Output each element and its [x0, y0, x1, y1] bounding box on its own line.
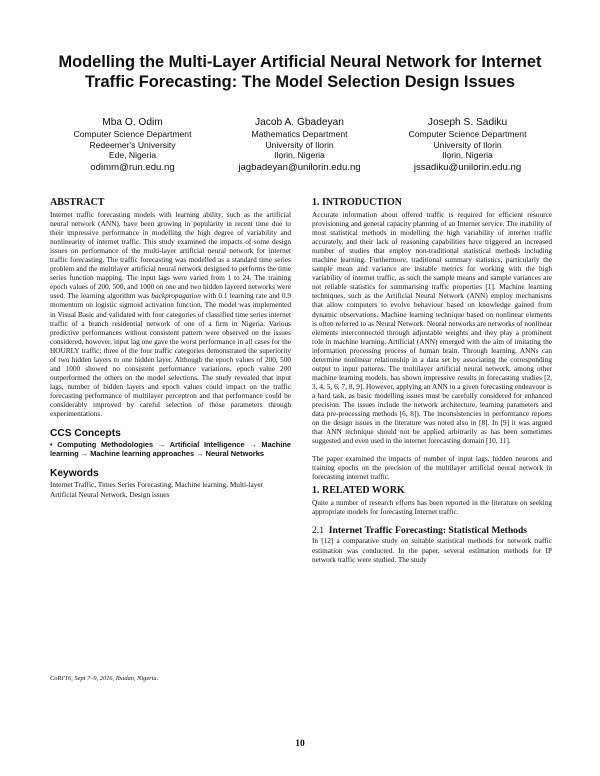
author-2 — [212, 116, 387, 174]
author-location: Ilorin, Nigeria — [442, 150, 493, 160]
keywords-text: Internet Traffic, Times Series Forecasting, Machine learning, Multi-layer Artificial Neural Network, Design issues — [50, 480, 264, 499]
left-column — [50, 197, 291, 499]
page-number: 10 — [295, 739, 305, 749]
subsection-text: In [12] a comparative study on suitable statistical methods for network traffic estimation was conducted. In the paper, several estimation methods for IP network traffic were studied. The study — [312, 536, 552, 564]
author-email: jagbadeyan@unilorin.edu.ng — [238, 161, 361, 173]
paper-title: Modelling the Multi-Layer Artificial Neural Network for Internet Traffic Forecasting: The Model Selection Design Issues — [58, 53, 542, 91]
author-location: Ilorin, Nigeria — [274, 150, 325, 160]
author-name: Mba O. Odim — [102, 117, 163, 128]
author-block — [40, 116, 560, 178]
abstract-text: Internet traffic forecasting models with learning ability, such as the artificial neural network (ANN), have been growing in popularity in recent time due to their impressive performance in modelling the high degree of variability and nonlinearity of internet traffic. This study examined the impacts of some design issues on performance of the multi-layer artificial neural network for internet traffic forecasting. The traffic forecasting was modelled as a standard time series problem and the multilayer artificial neural network designed to performs the time series function mapping. The input lags were varied from 1 to 24. The training epoch values of 200, 500, and 1000 on one and two hidden layered networks were used. The learning algorithm was backpropagation with 0.1 learning rate and 0.9 momentum on logistic sigmoid activation function. The model was implemented in Visual Basic and validated with four categories of classified time series internet traffic of a branch residential network of one of a firm in Nigeria. Various predictive performances without consistent pattern were observed on the issues considered, however, input lag one gave the worst performance in all cases for the HOURLY traffic; three of the four traffic categories demonstrated the superiority of two hidden layers to one hidden layer. Although the epoch values of 200, 500 and 1000 showed no consistent performance variations, epoch value 200 outperformed the others on the model selections. The study revealed that input lags, number of hidden layers and epoch values could impact on the traffic forecasting performance of multilayer perceptron and that performance could be considerably improved by careful selection of those parameters through experimentations. — [50, 210, 291, 419]
author-email: jssadiku@unilorin.edu.ng — [413, 161, 522, 173]
right-column — [312, 197, 552, 564]
related-work-text: Quite a number of research efforts has been reported in the literature on seeking appropriate models for forecasting Internet traffic. — [312, 498, 552, 517]
author-dept: Computer Science Department — [408, 129, 527, 139]
author-email: odimm@run.edu.ng — [90, 161, 175, 173]
author-name: Joseph S. Sadiku — [427, 117, 508, 128]
author-name: Jacob A. Gbadeyan — [255, 117, 344, 128]
introduction-paragraph-1: Accurate information about offered traffic is required for efficient resource provisioning and general capacity planning of an Internet service. The inability of most statistical methods in modelling the high variability of internet traffic accurately, and their lack of reasoning capabilities have triggered an increased number of studies that employ non-traditional statistical methods including machine learning. Furthermore, traditional summary statistics, particularly the sample mean and variance are instable metrics for working with the high variability of internet traffic, as such the sample means and sample variances are not reliable statistics for summarising traffic properties [1]. Machine learning techniques, such as the Artificial Neural Network (ANN) employ mechanisms that allow computers to evolve behaviour based on knowledge gained from dynamic observations. Machine learning technique based on nonlinear elements is often referred to as Neural Network. Neural networks are networks of nonlinear elements interconnected through adjustable weights and they play a prominent role in machine learning. Artificial (ANN) emerged with the aim of imitating the information processing process of human brain. Through learning, ANNs can determine nonlinear relationship in a data set by associating the corresponding output to input patterns. The multilayer artificial neural network, among other machine learning models, has shown impressive results in forecasting studies [2, 3, 4, 5, 6, 7, 8, 9]. However, applying an ANN to a given forecasting endeavour is a hard task, as basic modelling issues must be carefully considered for enhanced precision. The issues include the network architecture, learning parameters and data pre-processing methods [6, 8]). The inconsistencies in performance reports on the design issues in the literature was noted also in [8]. In [9] it was argued that ANN technique should not be applied arbitrarily as has been sometimes suggested and even used in the internet forecasting domain [10, 11]. — [312, 210, 552, 446]
author-dept: Computer Science Department — [73, 129, 192, 139]
author-3 — [380, 116, 555, 174]
subsection-heading: 2.1 Internet Traffic Forecasting: Statistical Methods — [312, 525, 528, 537]
author-1 — [45, 116, 220, 174]
author-institution: University of Ilorin — [265, 139, 334, 150]
related-work-heading: 1. RELATED WORK — [312, 485, 405, 497]
ccs-text: • Computing Methodologies → Artificial Intelligence → Machine learning → Machine learning approaches → Neural Networks — [50, 440, 291, 459]
abstract-heading: ABSTRACT — [50, 197, 105, 208]
keywords-heading: Keywords — [50, 468, 99, 480]
ccs-heading: CCS Concepts — [50, 428, 121, 440]
author-institution: University of Ilorin — [433, 139, 502, 150]
author-institution: Redeemer's University — [89, 139, 176, 150]
conference-note: CoRI'16, Sept 7–9, 2016, Ibadan, Nigeria. — [50, 675, 159, 682]
introduction-paragraph-2: The paper examined the impacts of number of input lags, hidden neurons and training epochs on the precision of the multilayer artificial neural network in forecasting internet traffic. — [312, 454, 552, 482]
author-dept: Mathematics Department — [251, 129, 348, 139]
introduction-heading: 1. INTRODUCTION — [312, 197, 403, 208]
author-location: Ede, Nigeria — [108, 150, 157, 160]
